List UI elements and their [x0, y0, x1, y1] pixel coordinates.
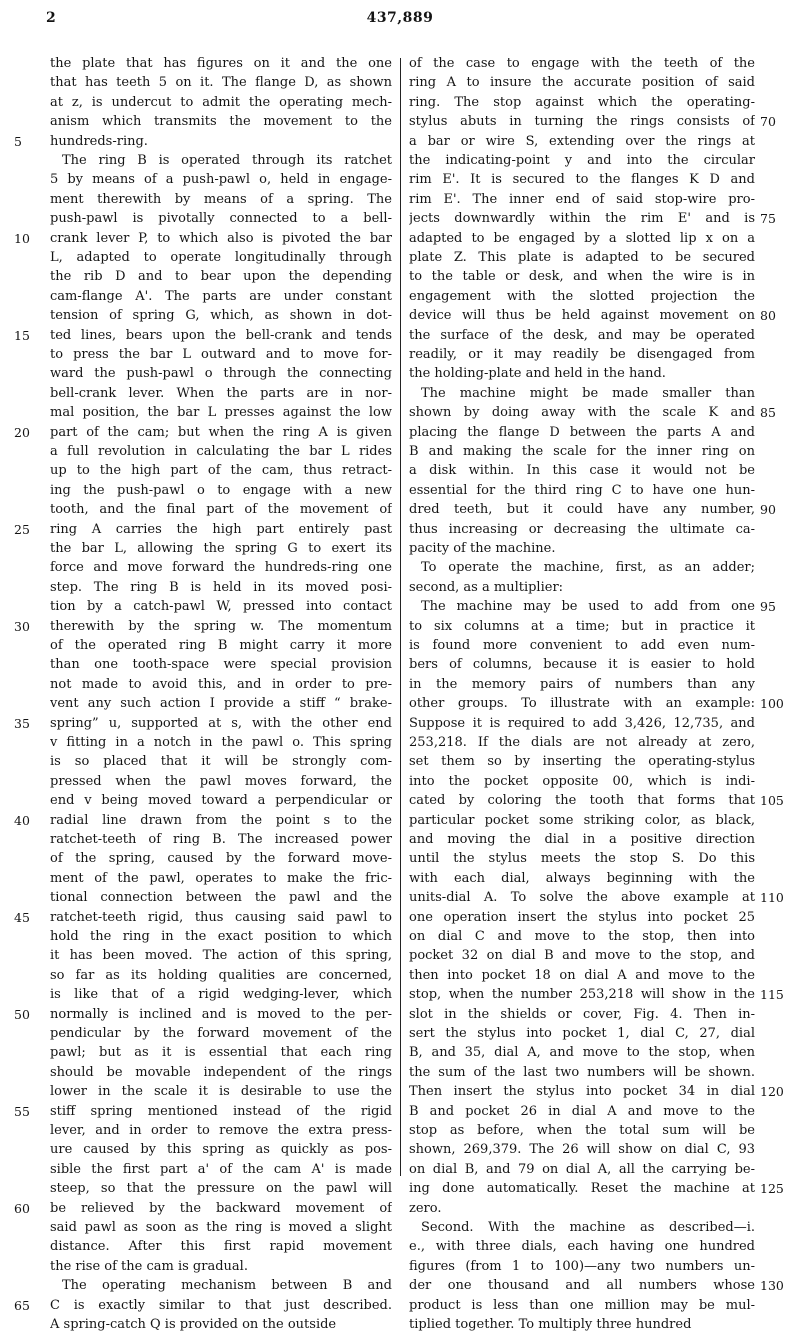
text-line: the plate that has figures on it and the one — [50, 56, 392, 71]
text-line: tion by a catch-pawl W, pressed into contact — [50, 599, 392, 615]
text-line: To operate the machine, first, as an adder; — [421, 560, 755, 576]
line-number: 45 — [14, 909, 30, 925]
line-number: 5 — [14, 133, 22, 149]
text-line: spring” u, supported at s, with the other end — [50, 715, 392, 731]
text-line: The ring B is operated through its ratchet — [62, 153, 392, 168]
text-line: ratchet-teeth of ring B. The increased power — [50, 832, 392, 847]
text-line: the rib D and to bear upon the depending — [50, 269, 392, 285]
text-line: tooth, and the final part of the movement of — [50, 502, 392, 518]
line-number: 95 — [760, 599, 776, 615]
text-line: shown by doing away with the scale K and — [409, 405, 755, 421]
text-line: so far as its holding qualities are concerned, — [50, 967, 392, 983]
line-number: 110 — [760, 890, 784, 906]
text-line: to six columns at a time; but in practice it — [409, 618, 755, 634]
page-header — [0, 10, 800, 30]
line-number: 60 — [14, 1200, 30, 1216]
text-line: is so placed that it will be strongly com- — [50, 754, 392, 770]
text-line: steep, so that the pressure on the pawl will — [50, 1181, 392, 1197]
line-number: 70 — [760, 114, 776, 130]
text-line: of the spring, caused by the forward move- — [50, 851, 392, 867]
text-line: and moving the dial in a positive direction — [409, 832, 755, 847]
text-line: at z, is undercut to admit the operating mech- — [50, 94, 392, 110]
text-line: Then insert the stylus into pocket 34 in dial — [409, 1084, 755, 1100]
line-number: 40 — [14, 812, 30, 828]
text-line: pacity of the machine. — [409, 541, 556, 556]
text-line: vent any such action I provide a stiff “ brake- — [50, 696, 392, 712]
text-line: B, and 35, dial A, and move to the stop, when — [409, 1045, 755, 1061]
text-line: hundreds-ring. — [50, 133, 148, 149]
text-line: ing done automatically. Reset the machine at — [409, 1181, 755, 1197]
line-number: 35 — [14, 715, 30, 731]
text-line: force and move forward the hundreds-ring one — [50, 560, 392, 576]
text-line: stop, when the number 253,218 will show in the — [409, 987, 755, 1003]
text-line: sible the first part a' of the cam A' is made — [50, 1161, 392, 1177]
text-line: in the memory pairs of numbers than any — [409, 676, 755, 692]
text-line: essential for the third ring C to have one hun- — [409, 482, 755, 498]
text-line: B and pocket 26 in dial A and move to the — [409, 1103, 755, 1119]
line-number: 125 — [760, 1181, 784, 1197]
text-line: with each dial, always beginning with the — [409, 870, 755, 886]
text-line: on dial B, and 79 on dial A, all the carrying be- — [409, 1161, 755, 1177]
line-number: 100 — [760, 696, 784, 712]
text-line: should be movable independent of the rings — [50, 1064, 392, 1080]
text-line: end v being moved toward a perpendicular or — [50, 793, 392, 809]
text-line: not made to avoid this, and in order to pre- — [50, 676, 392, 692]
text-line: is like that of a rigid wedging-lever, which — [50, 987, 392, 1003]
text-line: e., with three dials, each having one hundred — [409, 1239, 755, 1255]
text-line: thus increasing or decreasing the ultimate ca- — [409, 521, 755, 537]
text-line: the sum of the last two numbers will be shown. — [409, 1064, 755, 1080]
text-line: ring A to insure the accurate position of said — [409, 75, 755, 91]
text-line: v fitting in a notch in the pawl o. This spring — [50, 735, 392, 750]
text-line: normally is inclined and is moved to the per- — [50, 1006, 392, 1022]
text-line: hold the ring in the exact position to which — [50, 929, 392, 944]
text-line: distance. After this first rapid movement — [50, 1239, 392, 1255]
text-line: then into pocket 18 on dial A and move to the — [409, 967, 755, 983]
text-line: rim E'. It is secured to the flanges K D and — [409, 172, 755, 188]
text-line: than one tooth-space were special provision — [50, 657, 392, 673]
text-line: bers of columns, because it is easier to hold — [409, 657, 755, 673]
text-line: cam-flange A'. The parts are under constant — [50, 288, 392, 304]
text-line: engagement with the slotted projection the — [409, 288, 755, 304]
text-line: The machine may be used to add from one — [421, 599, 755, 615]
text-line: up to the high part of the cam, thus retract- — [50, 463, 392, 479]
text-line: anism which transmits the movement to the — [50, 114, 392, 130]
line-number: 20 — [14, 424, 30, 440]
text-line: 253,218. If the dials are not already at zero, — [409, 735, 755, 750]
text-line: ring A carries the high part entirely past — [50, 521, 392, 537]
text-line: 5 by means of a push-pawl o, held in engage- — [50, 172, 392, 188]
text-line: L, adapted to operate longitudinally through — [50, 250, 392, 265]
line-number: 25 — [14, 521, 30, 537]
line-number: 30 — [14, 618, 30, 634]
text-line: on dial C and move to the stop, then into — [409, 929, 755, 944]
text-line: stop as before, when the total sum will be — [409, 1123, 755, 1138]
text-line: stiff spring mentioned instead of the rigid — [50, 1103, 392, 1119]
text-line: der one thousand and all numbers whose — [409, 1278, 755, 1294]
page-number: 2 — [46, 10, 56, 26]
text-line: bell-crank lever. When the parts are in nor- — [50, 385, 392, 401]
text-line: until the stylus meets the stop S. Do this — [409, 851, 755, 867]
text-line: tiplied together. To multiply three hundred — [409, 1317, 692, 1332]
line-number: 80 — [760, 308, 776, 324]
text-line: is found more convenient to add even num- — [409, 638, 755, 653]
text-line: push-pawl is pivotally connected to a bell- — [50, 211, 392, 227]
text-line: of the operated ring B might carry it more — [50, 638, 392, 653]
text-line: zero. — [409, 1200, 442, 1216]
text-line: therewith by the spring w. The momentum — [50, 618, 392, 634]
text-line: tension of spring G, which, as shown in dot- — [50, 308, 392, 324]
text-line: pocket 32 on dial B and move to the stop, and — [409, 948, 755, 964]
text-line: said pawl as soon as the ring is moved a slight — [50, 1220, 392, 1235]
text-line: ted lines, bears upon the bell-crank and tends — [50, 327, 392, 343]
text-line: other groups. To illustrate with an example: — [409, 696, 755, 712]
text-line: product is less than one million may be mul- — [409, 1297, 755, 1313]
line-number: 15 — [14, 327, 30, 343]
text-line: lever, and in order to remove the extra press- — [50, 1123, 392, 1138]
text-line: radial line drawn from the point s to the — [50, 812, 392, 828]
patent-number: 437,889 — [366, 10, 434, 26]
text-line: C is exactly similar to that just described. — [50, 1297, 392, 1313]
text-line: dred teeth, but it could have any number, — [409, 502, 755, 518]
line-number: 10 — [14, 230, 30, 246]
text-line: to the table or desk, and when the wire is in — [409, 269, 755, 285]
text-line: that has teeth 5 on it. The flange D, as shown — [50, 75, 392, 91]
text-line: part of the cam; but when the ring A is given — [50, 424, 392, 440]
text-line: sert the stylus into pocket 1, dial C, 27, dial — [409, 1026, 755, 1041]
text-line: stylus abuts in turning the rings consists of — [409, 114, 755, 130]
line-number: 55 — [14, 1103, 30, 1119]
text-line: shown, 269,379. The 26 will show on dial C, 93 — [409, 1142, 755, 1158]
text-line: figures (from 1 to 100)—any two numbers un- — [409, 1258, 755, 1274]
column-divider — [400, 58, 401, 1176]
text-line: the surface of the desk, and may be operated — [409, 327, 755, 343]
text-line: tional connection between the pawl and the — [50, 890, 392, 906]
line-number: 90 — [760, 502, 776, 518]
text-line: jects downwardly within the rim E' and is — [409, 211, 755, 227]
text-line: ment therewith by means of a spring. The — [50, 191, 392, 207]
text-line: Second. With the machine as described—i. — [421, 1220, 755, 1235]
text-line: A spring-catch Q is provided on the outside — [50, 1317, 337, 1332]
text-line: into the pocket opposite 00, which is indi- — [409, 773, 755, 789]
text-line: crank lever P, to which also is pivoted the bar — [50, 230, 392, 246]
text-line: ment of the pawl, operates to make the fric- — [50, 870, 392, 886]
text-line: a full revolution in calculating the bar L rides — [50, 444, 392, 459]
text-line: be relieved by the backward movement of — [50, 1200, 392, 1216]
text-line: The operating mechanism between B and — [62, 1278, 392, 1294]
text-line: Suppose it is required to add 3,426, 12,735, and — [409, 715, 755, 731]
text-line: the holding-plate and held in the hand. — [409, 366, 666, 382]
text-line: a disk within. In this case it would not be — [409, 463, 755, 479]
text-line: lower in the scale it is desirable to use the — [50, 1084, 392, 1100]
line-number: 85 — [760, 405, 776, 421]
text-line: to press the bar L outward and to move for- — [50, 347, 392, 362]
text-line: the rise of the cam is gradual. — [50, 1258, 248, 1274]
line-number: 50 — [14, 1006, 30, 1022]
text-line: slot in the shields or cover, Fig. 4. Then in- — [409, 1006, 755, 1022]
line-number: 65 — [14, 1297, 30, 1313]
line-number: 120 — [760, 1084, 784, 1100]
line-number: 130 — [760, 1278, 784, 1294]
text-line: set them so by inserting the operating-stylus — [409, 754, 755, 770]
text-line: rim E'. The inner end of said stop-wire pro- — [409, 191, 755, 207]
text-line: ratchet-teeth rigid, thus causing said pawl to — [50, 909, 392, 925]
text-line: pawl; but as it is essential that each ring — [50, 1045, 392, 1061]
text-line: cated by coloring the tooth that forms that — [409, 793, 755, 809]
line-number: 115 — [760, 987, 784, 1003]
text-line: units-dial A. To solve the above example at — [409, 890, 755, 906]
text-line: ring. The stop against which the operating- — [409, 94, 755, 110]
line-number: 75 — [760, 211, 776, 227]
text-line: B and making the scale for the inner ring on — [409, 444, 755, 459]
text-line: pressed when the pawl moves forward, the — [50, 773, 392, 789]
text-line: of the case to engage with the teeth of the — [409, 56, 755, 71]
text-line: the indicating-point y and into the circular — [409, 153, 755, 168]
text-line: the bar L, allowing the spring G to exert its — [50, 541, 392, 556]
text-line: plate Z. This plate is adapted to be secured — [409, 250, 755, 265]
text-line: second, as a multiplier: — [409, 579, 564, 595]
text-line: device will thus be held against movement on — [409, 308, 755, 324]
text-line: mal position, the bar L presses against the low — [50, 405, 392, 421]
text-line: placing the flange D between the parts A and — [409, 424, 755, 440]
text-line: readily, or it may readily be disengaged from — [409, 347, 755, 362]
text-line: a bar or wire S, extending over the rings at — [409, 133, 755, 149]
text-line: step. The ring B is held in its moved posi- — [50, 579, 392, 595]
text-line: ing the push-pawl o to engage with a new — [50, 482, 392, 498]
text-line: ward the push-pawl o through the connecting — [50, 366, 392, 382]
text-line: adapted to be engaged by a slotted lip x on a — [409, 230, 755, 246]
text-line: pendicular by the forward movement of the — [50, 1026, 392, 1041]
text-line: The machine might be made smaller than — [421, 385, 755, 401]
text-line: one operation insert the stylus into pocket 25 — [409, 909, 755, 925]
text-line: ure caused by this spring as quickly as pos- — [50, 1142, 392, 1158]
line-number: 105 — [760, 793, 784, 809]
text-line: it has been moved. The action of this spring, — [50, 948, 392, 964]
text-line: particular pocket some striking color, as black, — [409, 812, 755, 828]
